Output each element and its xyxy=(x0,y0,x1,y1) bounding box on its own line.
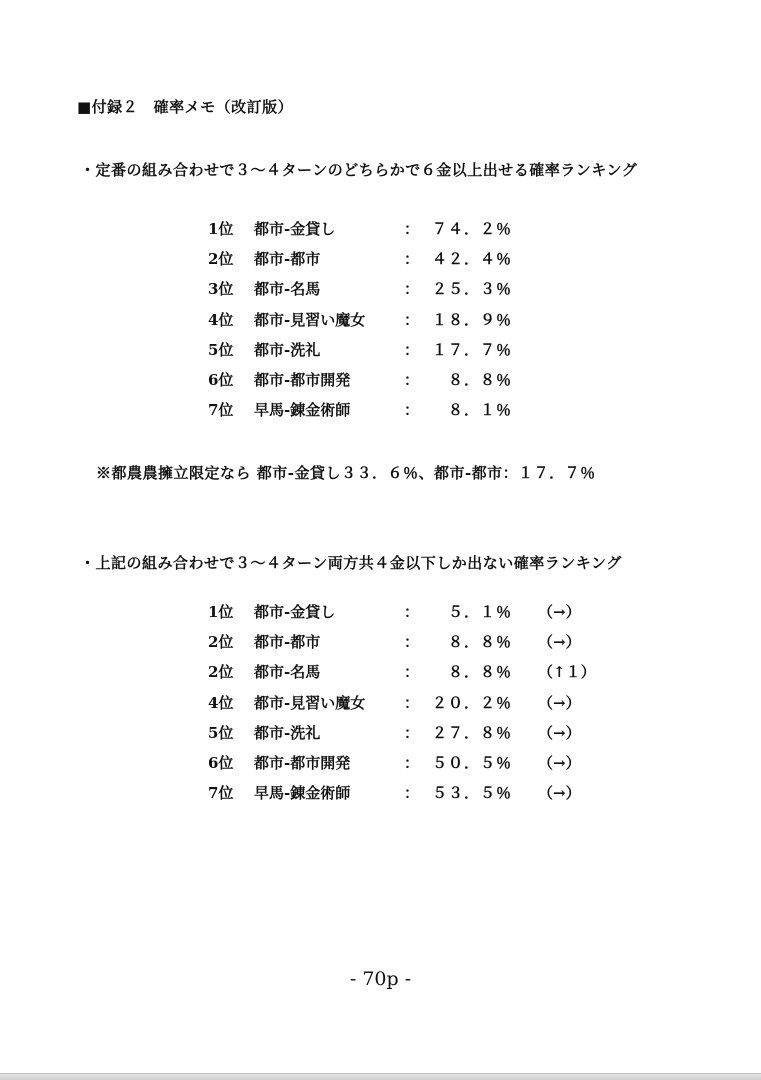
rank-label: 2位 xyxy=(208,249,234,268)
ranking-row xyxy=(208,243,512,273)
probability-value: ５０．５％ xyxy=(431,754,512,773)
combo-name: 都市-都市 xyxy=(254,632,321,651)
probability-value: ８．８％ xyxy=(447,663,512,682)
rank-label: 4位 xyxy=(208,693,234,712)
rank-change: （↑１） xyxy=(538,663,596,682)
separator-colon: ： xyxy=(404,663,420,682)
section2-heading: ・上記の組み合わせで３～４ターン両方共４金以下しか出ない確率ランキング xyxy=(80,554,622,572)
probability-value: ７４．２％ xyxy=(431,219,512,238)
section1-note: ※都農農擁立限定なら 都市-金貸し３３．６％、都市-都市：１７．７％ xyxy=(96,464,596,482)
combo-name: 都市-名馬 xyxy=(254,663,321,682)
ranking-row xyxy=(208,274,512,304)
combo-name: 都市-洗礼 xyxy=(254,723,321,742)
ranking-row xyxy=(208,334,512,364)
separator-colon: ： xyxy=(404,693,420,712)
ranking-row xyxy=(208,395,512,425)
ranking-row xyxy=(208,657,596,687)
probability-value: ８．１％ xyxy=(447,401,512,420)
rank-label: 6位 xyxy=(208,371,234,390)
probability-value: ５３．５％ xyxy=(431,784,512,803)
combo-name: 都市-金貸し xyxy=(254,602,336,621)
combo-name: 都市-名馬 xyxy=(254,280,321,299)
probability-value: ２０．２％ xyxy=(431,693,512,712)
separator-colon: ： xyxy=(404,784,420,803)
probability-value: ４２．４％ xyxy=(431,249,512,268)
rank-change: （→） xyxy=(538,754,581,773)
probability-value: ５．１％ xyxy=(447,602,512,621)
section1-heading: ・定番の組み合わせで３～４ターンのどちらかで６金以上出せる確率ランキング xyxy=(80,161,638,179)
rank-change: （→） xyxy=(538,632,581,651)
ranking-row xyxy=(208,596,596,626)
ranking-row xyxy=(208,213,512,243)
rank-label: 5位 xyxy=(208,340,234,359)
rank-label: 2位 xyxy=(208,663,234,682)
probability-value: １８．９％ xyxy=(431,310,512,329)
ranking-row xyxy=(208,778,596,808)
combo-name: 早馬-錬金術師 xyxy=(254,784,351,803)
rank-change: （→） xyxy=(538,602,581,621)
separator-colon: ： xyxy=(404,632,420,651)
combo-name: 都市-見習い魔女 xyxy=(254,310,366,329)
combo-name: 都市-金貸し xyxy=(254,219,336,238)
combo-name: 都市-都市 xyxy=(254,249,321,268)
rank-change: （→） xyxy=(538,784,581,803)
rank-label: 7位 xyxy=(208,784,234,803)
rank-label: 6位 xyxy=(208,754,234,773)
rank-change: （→） xyxy=(538,723,581,742)
combo-name: 都市-洗礼 xyxy=(254,340,321,359)
combo-name: 都市-見習い魔女 xyxy=(254,693,366,712)
probability-value: １７．７％ xyxy=(431,340,512,359)
page-number: - 70p - xyxy=(349,968,412,990)
ranking-table-6gold xyxy=(208,213,512,425)
separator-colon: ： xyxy=(404,280,420,299)
separator-colon: ： xyxy=(404,310,420,329)
rank-change: （→） xyxy=(538,693,581,712)
rank-label: 7位 xyxy=(208,401,234,420)
ranking-table-4gold-or-less xyxy=(208,596,596,808)
combo-name: 都市-都市開発 xyxy=(254,754,351,773)
separator-colon: ： xyxy=(404,754,420,773)
page-bottom-edge xyxy=(0,1073,761,1080)
separator-colon: ： xyxy=(404,723,420,742)
rank-label: 2位 xyxy=(208,632,234,651)
document-title: ■付録２ 確率メモ（改訂版） xyxy=(77,98,294,116)
combo-name: 早馬-錬金術師 xyxy=(254,401,351,420)
separator-colon: ： xyxy=(404,401,420,420)
ranking-row xyxy=(208,717,596,747)
rank-label: 4位 xyxy=(208,310,234,329)
separator-colon: ： xyxy=(404,249,420,268)
ranking-row xyxy=(208,687,596,717)
rank-label: 5位 xyxy=(208,723,234,742)
rank-label: 1位 xyxy=(208,219,234,238)
rank-label: 3位 xyxy=(208,280,234,299)
ranking-row xyxy=(208,304,512,334)
rank-label: 1位 xyxy=(208,602,234,621)
ranking-row xyxy=(208,626,596,656)
separator-colon: ： xyxy=(404,340,420,359)
probability-value: ８．８％ xyxy=(447,632,512,651)
probability-value: ２５．３％ xyxy=(431,280,512,299)
ranking-row xyxy=(208,364,512,394)
separator-colon: ： xyxy=(404,602,420,621)
separator-colon: ： xyxy=(404,219,420,238)
probability-value: ２７．８％ xyxy=(431,723,512,742)
combo-name: 都市-都市開発 xyxy=(254,371,351,390)
probability-value: ８．８％ xyxy=(447,371,512,390)
ranking-row xyxy=(208,747,596,777)
separator-colon: ： xyxy=(404,371,420,390)
